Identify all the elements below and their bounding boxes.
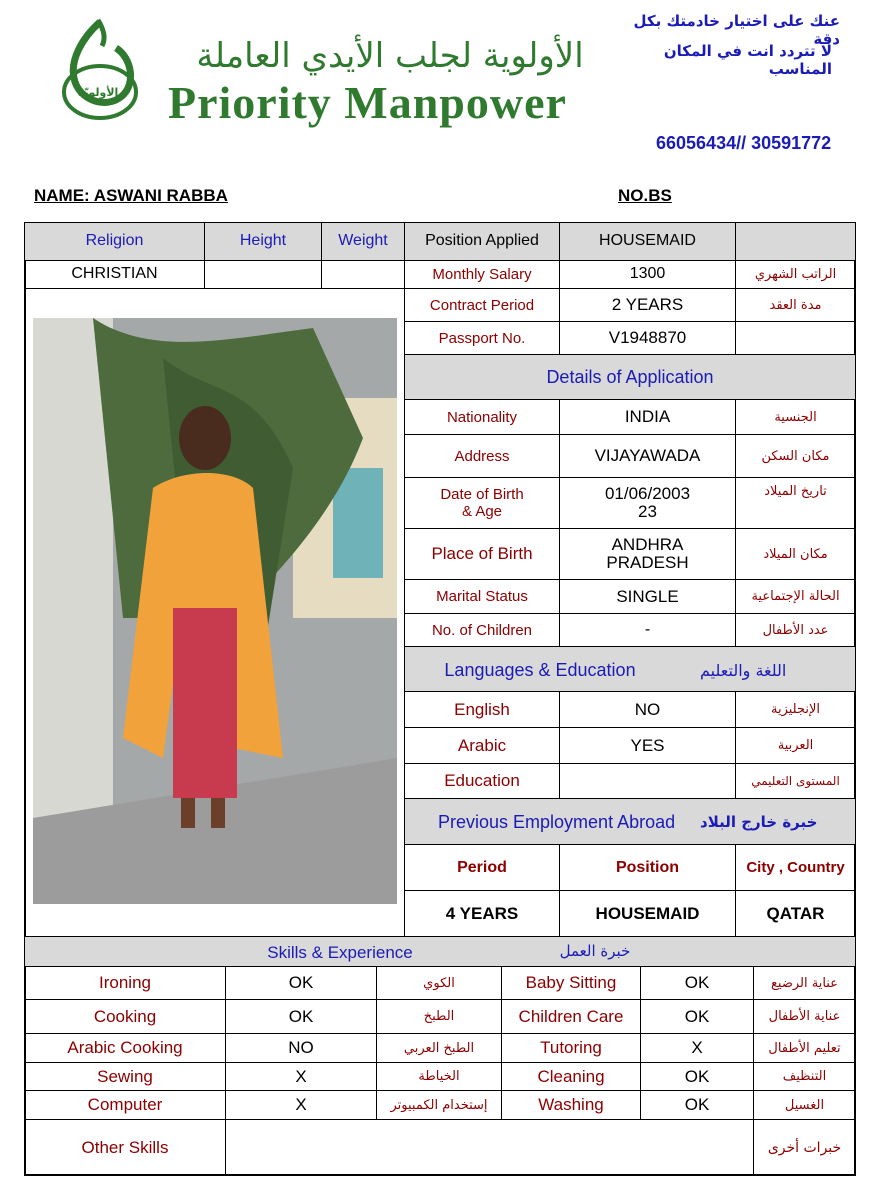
dob-value: [559, 477, 736, 529]
dob-age: 23: [638, 502, 657, 521]
other-skills-label: Other Skills: [24, 1119, 226, 1176]
height-header: Height: [204, 222, 322, 261]
skill-label: Children Care: [501, 999, 641, 1034]
marital-value: SINGLE: [559, 579, 736, 614]
dob-date: 01/06/2003: [604, 484, 691, 504]
marital-label: Marital Status: [404, 579, 560, 614]
employment-position-value: HOUSEMAID: [559, 890, 736, 937]
period-header: Period: [404, 844, 560, 891]
english-ar: الإنجليزية: [735, 691, 856, 728]
languages-title-ar: اللغة والتعليم: [700, 660, 787, 680]
skill-value: NO: [225, 1033, 377, 1063]
pob-ar: مكان الميلاد: [735, 528, 856, 580]
skill-value: OK: [640, 966, 754, 1000]
skill-ar: الغسيل: [753, 1090, 856, 1120]
arabic-value: YES: [559, 727, 736, 764]
brand-tagline-2: لا تتردد انت في المكان المناسب: [663, 42, 832, 78]
skill-label: Cleaning: [501, 1062, 641, 1091]
skill-value: OK: [640, 1090, 754, 1120]
skill-value: X: [640, 1033, 754, 1063]
skill-value: OK: [640, 1062, 754, 1091]
arabic-ar: العربية: [735, 727, 856, 764]
brand-tagline-1: عنك على اختيار خادمتك بكل دقة: [633, 12, 840, 48]
english-value: NO: [559, 691, 736, 728]
marital-ar: الحالة الإجتماعية: [735, 579, 856, 614]
religion-value: CHRISTIAN: [24, 260, 205, 289]
pob-label: Place of Birth: [404, 528, 560, 580]
height-value: [204, 260, 322, 289]
languages-title: Languages & Education: [444, 659, 636, 680]
dob-label: [404, 477, 560, 529]
other-skills-ar: خبرات أخرى: [753, 1119, 856, 1176]
skill-label: Sewing: [24, 1062, 226, 1091]
city-country-header: City , Country: [735, 844, 856, 891]
passport-label: Passport No.: [404, 321, 560, 355]
skill-ar: الطبخ العربي: [376, 1033, 502, 1063]
children-label: No. of Children: [404, 613, 560, 647]
dob-label-line-1: Date of Birth: [440, 486, 524, 503]
contract-period-value: 2 YEARS: [559, 288, 736, 322]
skill-value: X: [225, 1062, 377, 1091]
photo-cell: [24, 288, 405, 937]
logo-emblem-icon: [52, 18, 144, 126]
pob-value: [559, 528, 736, 580]
position-applied-ar: [735, 222, 856, 261]
skill-label: Ironing: [24, 966, 226, 1000]
english-label: English: [404, 691, 560, 728]
passport-ar: [735, 321, 856, 355]
employment-period-value: 4 YEARS: [404, 890, 560, 937]
logo-text: الأولويّة: [77, 85, 119, 99]
nationality-ar: الجنسية: [735, 399, 856, 435]
other-skills-value: [225, 1119, 754, 1176]
monthly-salary-label: Monthly Salary: [404, 260, 560, 289]
skill-label: Computer: [24, 1090, 226, 1120]
skills-title: Skills & Experience: [267, 943, 413, 962]
passport-value: V1948870: [559, 321, 736, 355]
weight-value: [321, 260, 405, 289]
brand-logo: [52, 18, 144, 126]
children-value: -: [559, 613, 736, 647]
skills-section-header: [24, 936, 856, 967]
employment-title: Previous Employment Abroad: [438, 811, 676, 832]
employment-country-value: QATAR: [735, 890, 856, 937]
nationality-value: INDIA: [559, 399, 736, 435]
brand-phones: 66056434// 30591772: [656, 132, 832, 153]
position-applied-label: Position Applied: [404, 222, 560, 261]
pob-line-2: PRADESH: [606, 553, 689, 572]
skill-value: OK: [225, 999, 377, 1034]
education-ar: المستوى التعليمي: [735, 763, 856, 799]
monthly-salary-ar: الراتب الشهري: [735, 260, 856, 289]
skills-title-ar: خبرة العمل: [559, 942, 631, 960]
religion-header: Religion: [24, 222, 205, 261]
employment-title-ar: خبرة خارج البلاد: [700, 813, 818, 831]
skill-value: OK: [640, 999, 754, 1034]
position-applied-value: HOUSEMAID: [559, 222, 736, 261]
brand-arabic-name: الأولوية لجلب الأيدي العاملة: [196, 36, 584, 76]
weight-header: Weight: [321, 222, 405, 261]
position-header: Position: [559, 844, 736, 891]
skill-label: Baby Sitting: [501, 966, 641, 1000]
details-section-header: Details of Application: [404, 354, 856, 400]
skill-value: OK: [225, 966, 377, 1000]
address-value: VIJAYAWADA: [559, 434, 736, 478]
children-ar: عدد الأطفال: [735, 613, 856, 647]
skill-label: Cooking: [24, 999, 226, 1034]
skill-label: Washing: [501, 1090, 641, 1120]
arabic-label: Arabic: [404, 727, 560, 764]
candidate-name: NAME: ASWANI RABBA: [34, 186, 228, 205]
dob-ar: تاريخ الميلاد: [735, 477, 856, 529]
skill-ar: عناية الأطفال: [753, 999, 856, 1034]
pob-line-1: ANDHRA: [611, 535, 684, 555]
skill-ar: الكوي: [376, 966, 502, 1000]
nationality-label: Nationality: [404, 399, 560, 435]
contract-period-label: Contract Period: [404, 288, 560, 322]
dob-label-line-2: & Age: [461, 503, 503, 520]
skill-ar: التنظيف: [753, 1062, 856, 1091]
address-ar: مكان السكن: [735, 434, 856, 478]
skill-label: Tutoring: [501, 1033, 641, 1063]
address-label: Address: [404, 434, 560, 478]
skill-label: Arabic Cooking: [24, 1033, 226, 1063]
skill-value: X: [225, 1090, 377, 1120]
monthly-salary-value: 1300: [559, 260, 736, 289]
skill-ar: إستخدام الكمبيوتر: [376, 1090, 502, 1120]
contract-period-ar: مدة العقد: [735, 288, 856, 322]
skill-ar: تعليم الأطفال: [753, 1033, 856, 1063]
reference-number: NO.BS: [618, 186, 672, 205]
skill-ar: الخياطة: [376, 1062, 502, 1091]
brand-english-name: Priority Manpower: [168, 76, 567, 128]
skill-ar: الطبخ: [376, 999, 502, 1034]
education-label: Education: [404, 763, 560, 799]
skill-ar: عناية الرضيع: [753, 966, 856, 1000]
education-value: [559, 763, 736, 799]
